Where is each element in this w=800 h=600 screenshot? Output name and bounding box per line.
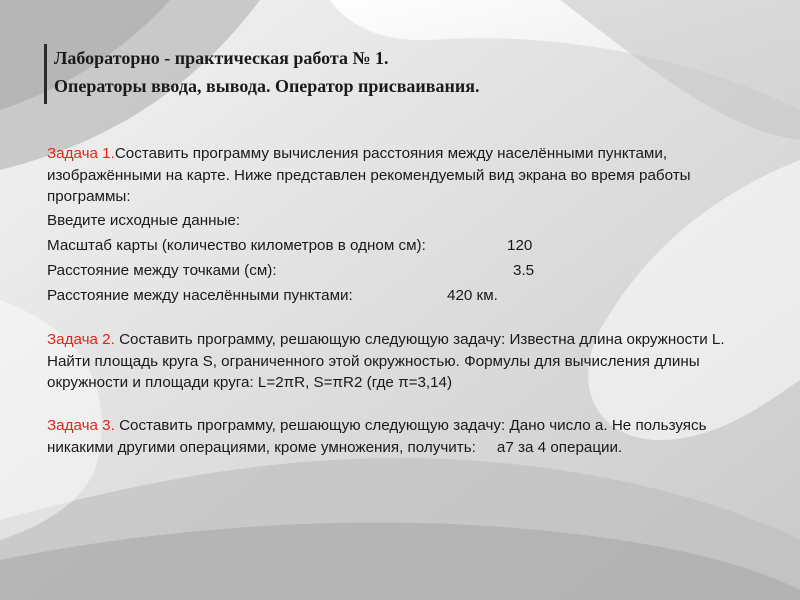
row-label-map-distance: Расстояние между точками (см): bbox=[47, 261, 277, 279]
task-3-text: Составить программу, решающую следующую задачу: Дано число а. Не пользуясь никакими другими операциями, кроме умножения, получить: а7 за 4 операции. bbox=[47, 417, 711, 456]
title-accent-bar bbox=[44, 44, 47, 104]
task-1-row-real-distance bbox=[47, 283, 747, 308]
row-label-real-distance: Расстояние между населёнными пунктами: bbox=[47, 286, 353, 304]
task-2-text: Составить программу, решающую следующую задачу: Известна длина окружности L. Найти площадь круга S, ограниченного этой окружностью. Формулы для вычисления длины окружности и площади круга: L=2πR, S=πR2 (где π=3,14) bbox=[47, 331, 725, 391]
task-3-label: Задача 3. bbox=[47, 417, 115, 434]
title-line-2: Операторы ввода, вывода. Оператор присваивания. bbox=[54, 76, 480, 96]
task-1-prompt: Введите исходные данные: bbox=[47, 211, 241, 229]
task-3-description bbox=[47, 415, 747, 458]
task-1-row-scale bbox=[47, 233, 747, 258]
row-label-scale: Масштаб карты (количество километров в одном см): bbox=[47, 236, 426, 254]
task-1-description bbox=[47, 143, 747, 208]
task-2-label: Задача 2. bbox=[47, 331, 115, 348]
task-1-text: Составить программу вычисления расстояния между населёнными пунктами, изображёнными на карте. Ниже представлен рекомендуемый вид экрана во время работы программы: bbox=[47, 145, 691, 205]
row-value-scale: 120 bbox=[507, 236, 533, 254]
task-1-prompt-row bbox=[47, 208, 747, 233]
task-2-description bbox=[47, 329, 747, 394]
row-value-map-distance: 3.5 bbox=[513, 261, 535, 279]
task-1-label: Задача 1. bbox=[47, 145, 115, 162]
title-block bbox=[44, 44, 664, 106]
task-1-row-map-distance bbox=[47, 258, 747, 283]
title-line-1: Лабораторно - практическая работа № 1. bbox=[54, 48, 389, 68]
row-value-real-distance: 420 км. bbox=[447, 286, 498, 304]
content-body bbox=[47, 143, 747, 458]
